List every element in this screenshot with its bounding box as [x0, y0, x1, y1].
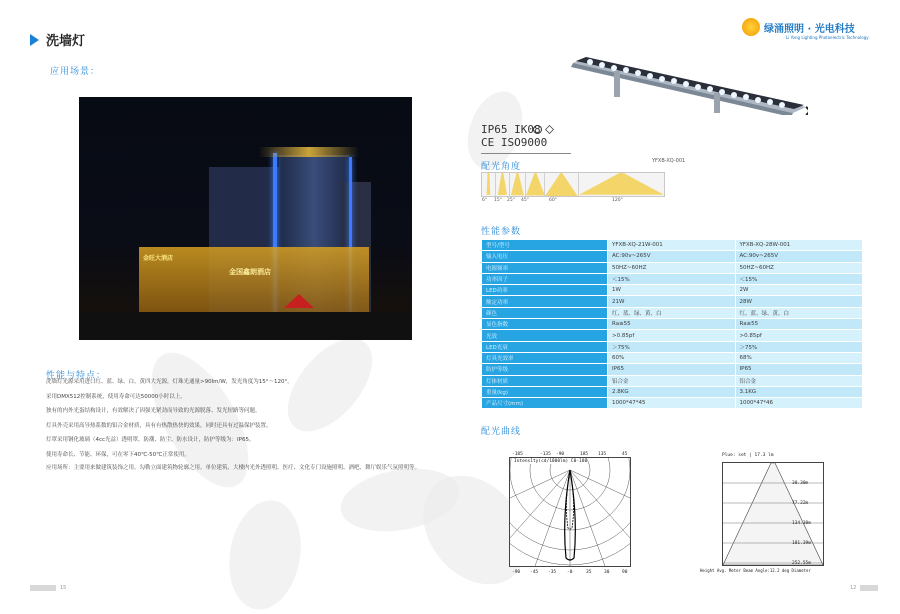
spec-row: [482, 251, 863, 262]
spec-value: ＜15%: [735, 273, 863, 284]
spec-value: 21W: [608, 296, 736, 307]
polar-top-tick: 135: [598, 452, 607, 457]
spec-label: 灯具光效率: [482, 352, 608, 363]
spec-value: Ra≥55: [608, 319, 736, 330]
spec-row: [482, 352, 863, 363]
polar-top-tick: -135: [540, 452, 551, 457]
spec-value: 68%: [735, 352, 863, 363]
brand-sub: Li Yong Lighting Photoelectric Technology: [786, 35, 869, 40]
beam-angle-120: 120°: [612, 198, 623, 203]
cert-line-ip: IP65 IK08: [481, 123, 541, 136]
spec-value: AC:90v~265V: [608, 251, 736, 262]
polar-caption: Intensity(cd/1000lm) C0-180: [514, 459, 588, 464]
spec-value: YFXB-XQ-21W-001: [608, 240, 736, 251]
spec-value: IP65: [608, 364, 736, 375]
spec-label: 重量(kg): [482, 386, 608, 397]
spec-value: YFXB-XQ-28W-001: [735, 240, 863, 251]
spec-row: [482, 307, 863, 318]
spec-value: 60%: [608, 352, 736, 363]
spec-value: 28W: [735, 296, 863, 307]
podium-glow: [139, 247, 369, 317]
cone-row-value: 252.55m: [792, 561, 811, 566]
earth-ground-icon: [533, 125, 542, 134]
spec-row: [482, 273, 863, 284]
model-caption: YFXB-XQ-001: [652, 158, 686, 164]
sign-text: 金国鑫朗酒店: [229, 268, 271, 276]
spec-value: 2.8KG: [608, 386, 736, 397]
footer-bar: [30, 585, 56, 591]
spec-value: ＞75%: [735, 341, 863, 352]
spec-value: >0.85pf: [608, 330, 736, 341]
cert-line-ce: CE ISO9000: [481, 136, 548, 150]
spec-value: 铝合金: [608, 375, 736, 386]
feature-item: 洗墙灯光源采用进口红、蓝、绿、白、黄四大光源，灯珠光通量>90lm/W，发光角度为15°～120°。: [46, 379, 293, 385]
spec-label: 产品尺寸(mm): [482, 398, 608, 409]
polar-bottom-tick: 30: [604, 570, 610, 575]
spec-value: IP65: [735, 364, 863, 375]
beam-heading: 配光角度: [481, 162, 522, 172]
page-title: 洗墙灯: [46, 34, 86, 49]
spec-label: LED功率: [482, 285, 608, 296]
polar-bottom-tick: -0: [567, 570, 573, 575]
spec-row: [482, 364, 863, 375]
spec-value: >0.85pf: [735, 330, 863, 341]
application-heading: 应用场景：: [50, 67, 101, 77]
feature-item: 使用寿命长、节能、环保，可在零下40℃-50℃正常使用。: [46, 451, 190, 458]
page-number-left: 15: [60, 585, 67, 591]
cone-row-value: 134.30m: [792, 521, 811, 526]
sign-text: 金旺大酒店: [143, 255, 174, 262]
spec-value: 1000*47*46: [735, 398, 863, 409]
spec-value: 50HZ~60HZ: [608, 262, 736, 273]
spec-value: AC:90v~265V: [735, 251, 863, 262]
beam-angle-strip: [481, 172, 665, 197]
spec-row: [482, 330, 863, 341]
polar-top-tick: 45: [622, 452, 628, 457]
spec-heading: 性能参数: [481, 227, 522, 237]
street: [79, 312, 412, 340]
beam-angle-25: 25°: [507, 198, 515, 203]
cone-footer: Height Avg. Meter Beam Angle:12.2 deg Diameter: [700, 568, 811, 573]
beam-cell-60: [545, 173, 579, 196]
polar-bottom-tick: -35: [548, 570, 557, 575]
feature-item: 采用DMX512控制系统，使用寿命可达50000小时以上。: [46, 393, 186, 400]
spec-label: 防护等级: [482, 364, 608, 375]
page-number-right: 12: [850, 585, 857, 591]
beam-cell-15: [496, 173, 510, 196]
cone-diagram: [722, 462, 824, 566]
spec-value: 2W: [735, 285, 863, 296]
spec-row: [482, 262, 863, 273]
spec-label: 型号/型号: [482, 240, 608, 251]
brand-name: 绿涌照明 · 光电科技: [764, 24, 855, 35]
spec-row: [482, 398, 863, 409]
spec-table: [481, 239, 863, 409]
building-photo: [79, 97, 412, 340]
spec-row: [482, 285, 863, 296]
sun-logo-icon: [742, 18, 760, 36]
beam-angle-15: 15°: [494, 198, 502, 203]
beam-cell-120: [579, 173, 664, 196]
polar-bottom-tick: 90: [622, 570, 628, 575]
features-list: [46, 380, 441, 482]
spec-value: 红、蓝、绿、黄、白: [608, 307, 736, 318]
polar-bottom-tick: 35: [586, 570, 592, 575]
spec-label: 显色指数: [482, 319, 608, 330]
spec-label: 电源频率: [482, 262, 608, 273]
polar-bottom-tick: -90: [512, 570, 521, 575]
spec-row: [482, 240, 863, 251]
roof-glow: [259, 147, 359, 157]
spec-label: 额定功率: [482, 296, 608, 307]
cone-row-value: 181.39m: [792, 541, 811, 546]
polar-top-tick: -185: [512, 452, 523, 457]
spec-value: 铝合金: [735, 375, 863, 386]
spec-label: 输入电压: [482, 251, 608, 262]
curve-heading: 配光曲线: [481, 427, 522, 437]
spec-value: ＞75%: [608, 341, 736, 352]
features-heading: 性能与特点：: [46, 371, 107, 381]
spec-row: [482, 319, 863, 330]
spec-value: 50HZ~60HZ: [735, 262, 863, 273]
beam-cell-45: [526, 173, 546, 196]
spec-row: [482, 386, 863, 397]
spec-row: [482, 296, 863, 307]
beam-angle-6: 6°: [482, 198, 488, 203]
spec-label: 功率因子: [482, 273, 608, 284]
decor-swirl: [221, 495, 309, 614]
spec-value: 红、蓝、绿、黄、白: [735, 307, 863, 318]
beam-angle-60: 60°: [549, 198, 557, 203]
divider: [481, 153, 571, 154]
spec-label: 灯体材质: [482, 375, 608, 386]
spec-value: 3.1KG: [735, 386, 863, 397]
spec-value: Ra≥55: [735, 319, 863, 330]
cone-row-value: 77.22m: [792, 501, 809, 506]
beam-angle-45: 45°: [521, 198, 529, 203]
cone-row-value: 30.30m: [792, 481, 809, 486]
feature-item: 应用场所：主要用来做建筑装饰之用。勾勒立面建筑物轮廓之用。单位建筑、大楼内光外透照明、医疗、文化专门设施照明、酒吧、舞厅娱乐气氛照明等。: [46, 465, 421, 471]
spec-value: 1W: [608, 285, 736, 296]
spec-label: LED光衰: [482, 341, 608, 352]
spec-row: [482, 341, 863, 352]
spec-label: 光效: [482, 330, 608, 341]
footer-bar: [860, 585, 878, 591]
spec-value: ＜15%: [608, 273, 736, 284]
polar-bottom-tick: -45: [530, 570, 539, 575]
spec-row: [482, 375, 863, 386]
beam-cell-6: [482, 173, 496, 196]
beam-cell-25: [510, 173, 526, 196]
polar-top-tick: 185: [580, 452, 589, 457]
title-arrow-icon: [30, 34, 39, 46]
feature-item: 灯罩采用钢化玻璃（4cc光益）透明罩，防潮、防尘、防水设计，防护等级为：IP65。: [46, 437, 255, 443]
wall-washer-lamp: [568, 55, 808, 115]
polar-top-tick: -90: [556, 452, 565, 457]
feature-item: 灯具外壳采用高导热系数的铝合金材质，具有有热散热快的效果，同时还具有过温保护装置。: [46, 422, 272, 429]
cone-caption: Plue: set | 17.3 lm: [722, 453, 774, 458]
spec-label: 颜色: [482, 307, 608, 318]
polar-curve-plot: [509, 457, 631, 567]
feature-item: 独有的内外光蛋结构设计，有效解决了因强光紧劲而导致的光源脱落、发光短路等问题。: [46, 408, 261, 414]
spec-value: 1000*47*45: [608, 398, 736, 409]
